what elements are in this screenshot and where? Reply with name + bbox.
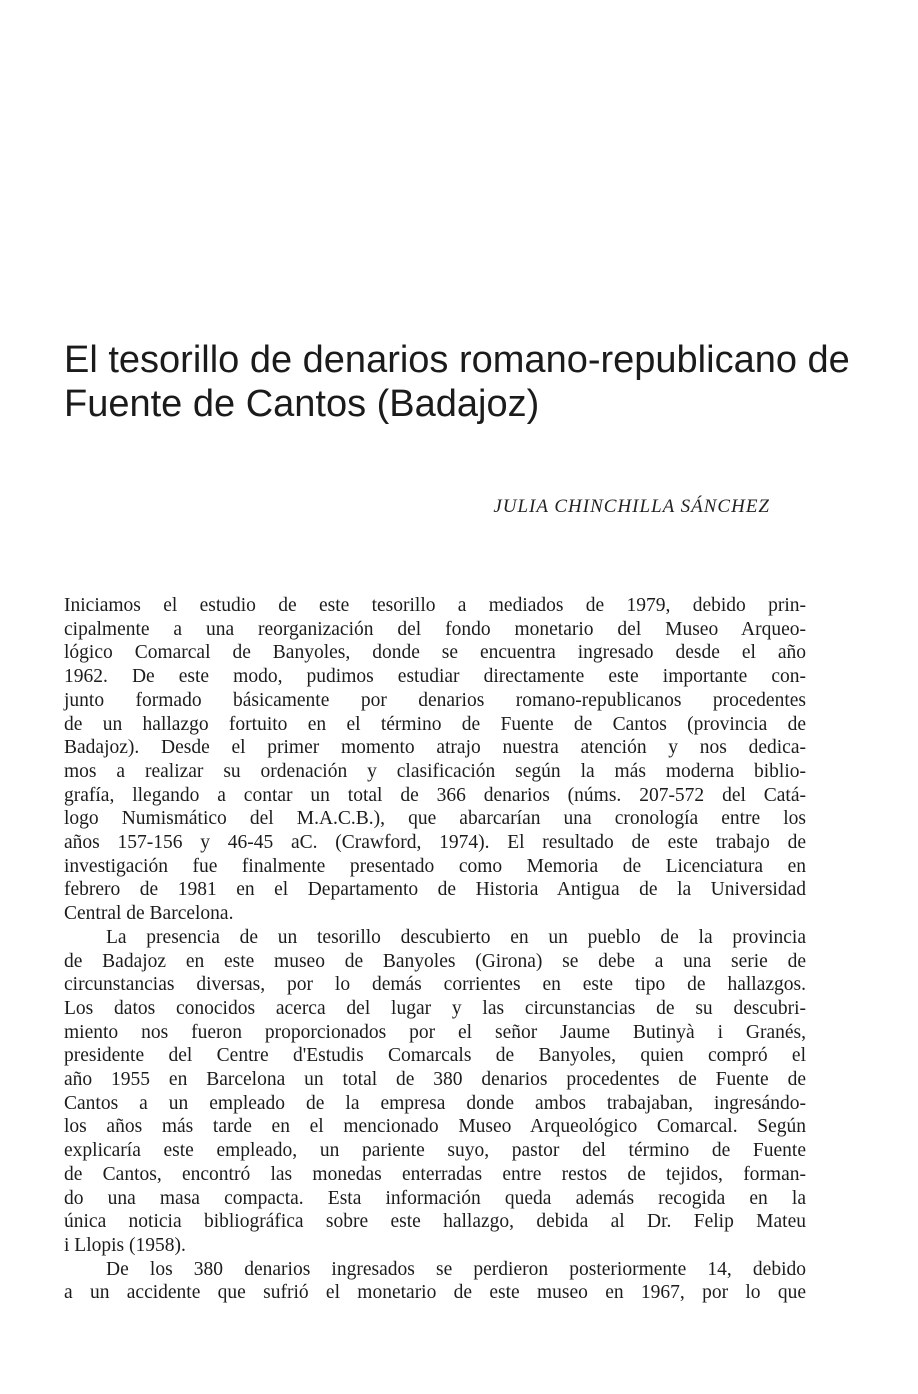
text-line: Iniciamos el estudio de este tesorillo a mediados de 1979, debido prin- (64, 595, 806, 616)
text-line: miento nos fueron proporcionados por el señor Jaume Butinyà i Granés, (64, 1021, 806, 1043)
text-line: La presencia de un tesorillo descubierto en un pueblo de la provincia (106, 926, 806, 948)
text-line: De los 380 denarios ingresados se perdieron posteriormente 14, debido (106, 1258, 806, 1280)
title-line: El tesorillo de denarios romano-republicano de (64, 339, 850, 381)
text-line: presidente del Centre d'Estudis Comarcals de Banyoles, quien compró el (64, 1045, 806, 1067)
title-line: Fuente de Cantos (Badajoz) (64, 383, 540, 425)
article-title (64, 338, 850, 426)
text-line: junto formado básicamente por denarios romano-republicanos procedentes (64, 689, 806, 711)
text-line: circunstancias diversas, por lo demás corrientes en este tipo de hallazgos. (64, 974, 806, 996)
text-line: de Cantos, encontró las monedas enterradas entre restos de tejidos, forman- (64, 1163, 806, 1185)
text-line: logo Numismático del M.A.C.B.), que abarcarían una cronología entre los (64, 808, 806, 830)
text-line: los años más tarde en el mencionado Museo Arqueológico Comarcal. Según (64, 1116, 806, 1138)
author-name: JULIA CHINCHILLA SÁNCHEZ (493, 496, 770, 517)
text-line: Cantos a un empleado de la empresa donde ambos trabajaban, ingresándo- (64, 1092, 806, 1114)
text-line: única noticia bibliográfica sobre este hallazgo, debida al Dr. Felip Mateu (64, 1211, 806, 1233)
text-line: a un accidente que sufrió el monetario de este museo en 1967, por lo que (64, 1282, 806, 1304)
text-line: investigación fue finalmente presentado como Memoria de Licenciatura en (64, 855, 806, 877)
paragraph (64, 1258, 806, 1305)
text-line: mos a realizar su ordenación y clasificación según la más moderna biblio- (64, 760, 806, 782)
paragraph (64, 594, 806, 926)
text-line: explicaría este empleado, un pariente suyo, pastor del término de Fuente (64, 1140, 806, 1162)
text-line: grafía, llegando a contar un total de 366 denarios (núms. 207-572 del Catá- (64, 784, 806, 806)
text-line: do una masa compacta. Esta información queda además recogida en la (64, 1187, 806, 1209)
text-line: de un hallazgo fortuito en el término de Fuente de Cantos (provincia de (64, 713, 806, 735)
text-line: febrero de 1981 en el Departamento de Historia Antigua de la Universidad (64, 879, 806, 901)
text-line: años 157-156 y 46-45 aC. (Crawford, 1974). El resultado de este trabajo de (64, 832, 806, 854)
text-line: i Llopis (1958). (64, 1234, 186, 1256)
text-line: Central de Barcelona. (64, 903, 234, 925)
text-line: de Badajoz en este museo de Banyoles (Girona) se debe a una serie de (64, 950, 806, 972)
text-line: 1962. De este modo, pudimos estudiar directamente este importante con- (64, 666, 806, 688)
article-body (64, 594, 806, 1305)
text-line: lógico Comarcal de Banyoles, donde se encuentra ingresado desde el año (64, 642, 806, 664)
text-line: Los datos conocidos acerca del lugar y las circunstancias de su descubri- (64, 997, 806, 1019)
paragraph (64, 926, 806, 1258)
text-line: año 1955 en Barcelona un total de 380 denarios procedentes de Fuente de (64, 1069, 806, 1091)
text-line: cipalmente a una reorganización del fondo monetario del Museo Arqueo- (64, 618, 806, 640)
text-line: Badajoz). Desde el primer momento atrajo nuestra atención y nos dedica- (64, 737, 806, 759)
